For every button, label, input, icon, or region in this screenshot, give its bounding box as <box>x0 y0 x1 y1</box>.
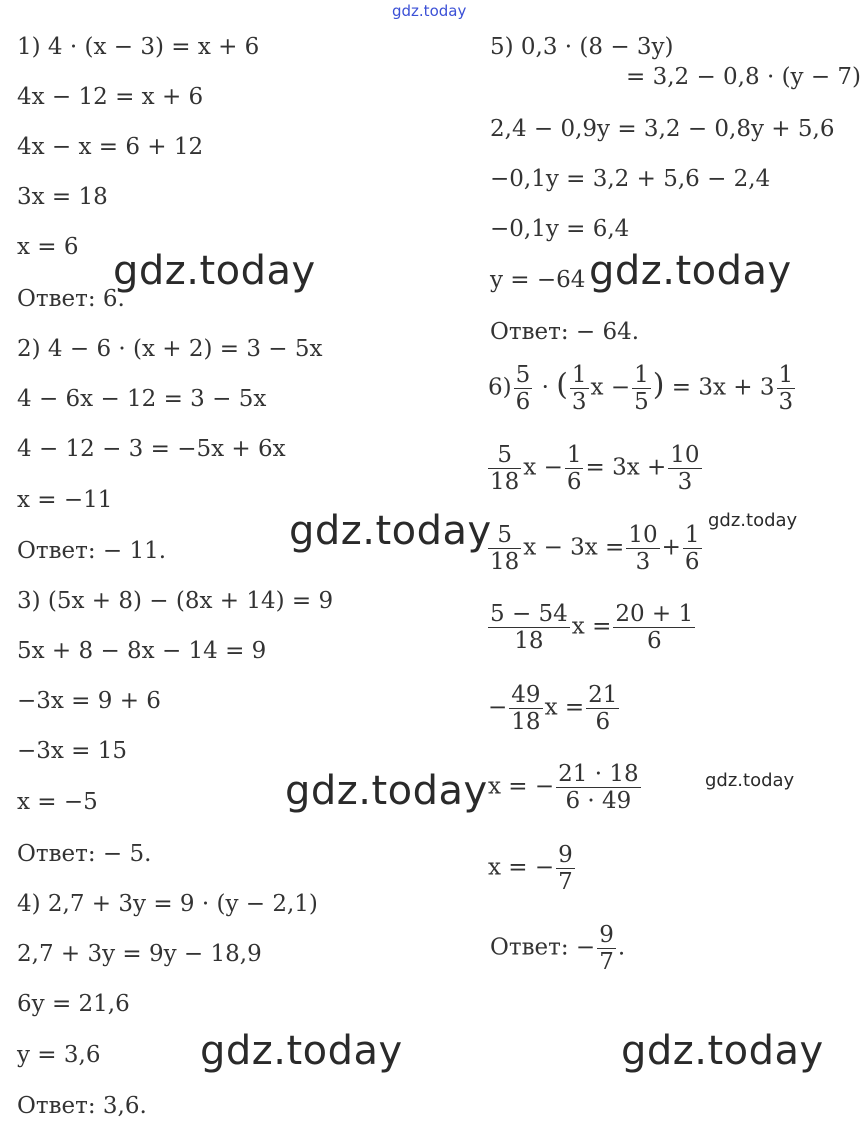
p3-line-5: x = −5 <box>17 789 98 815</box>
denominator: 3 <box>571 389 587 415</box>
p1-line-1: 1) 4 · (x − 3) = x + 6 <box>17 34 260 60</box>
denominator: 7 <box>599 949 614 975</box>
p5-line-1: 5) 0,3 · (8 − 3y) <box>490 34 674 60</box>
expr: x − <box>590 374 631 401</box>
p2-line-4: x = −11 <box>17 487 113 513</box>
p4-line-3: 6y = 21,6 <box>17 991 130 1017</box>
p6-line-5 <box>488 682 621 735</box>
watermark: gdz.today <box>113 248 316 294</box>
denominator: 6 <box>684 549 700 575</box>
p6-fraction <box>514 362 533 415</box>
p2-line-3: 4 − 12 − 3 = −5x + 6x <box>17 436 286 462</box>
denominator: 18 <box>490 549 520 575</box>
p2-answer: Ответ: − 11. <box>17 538 167 564</box>
paren: ) <box>652 367 665 403</box>
p3-line-2: 5x + 8 − 8x − 14 = 9 <box>17 638 267 664</box>
denominator: 6 <box>515 389 531 415</box>
p6-fraction <box>683 522 702 575</box>
expr: x − 3x = <box>523 534 625 561</box>
p6-line-3 <box>486 522 704 575</box>
p6-line-1 <box>488 362 797 415</box>
numerator: 10 <box>628 522 658 548</box>
numerator: 5 − 54 <box>490 601 568 627</box>
p6-line-4 <box>486 601 697 654</box>
p6-answer <box>490 922 625 975</box>
watermark: gdz.today <box>285 768 488 814</box>
denominator: 3 <box>677 469 693 495</box>
p1-line-4: 3x = 18 <box>17 184 108 210</box>
numerator: 49 <box>511 682 541 708</box>
expr: x − <box>523 454 563 481</box>
watermark-top: gdz.today <box>392 2 467 20</box>
p6-fraction <box>488 601 570 654</box>
p6-fraction <box>597 922 616 975</box>
numerator: 9 <box>599 922 614 948</box>
p6-line-6 <box>488 761 643 814</box>
p3-answer: Ответ: − 5. <box>17 841 152 867</box>
p6-fraction <box>613 601 695 654</box>
p5-line-2: 2,4 − 0,9y = 3,2 − 0,8y + 5,6 <box>490 116 835 142</box>
p6-fraction <box>556 761 640 814</box>
numerator: 21 <box>588 682 618 708</box>
watermark: gdz.today <box>289 508 492 554</box>
denominator: 6 · 49 <box>565 788 632 814</box>
denominator: 5 <box>634 389 649 415</box>
p4-line-2: 2,7 + 3y = 9y − 18,9 <box>17 941 262 967</box>
p6-line-7 <box>488 842 577 895</box>
p4-answer: Ответ: 3,6. <box>17 1093 147 1119</box>
p1-answer: Ответ: 6. <box>17 286 125 312</box>
p6-fraction <box>668 442 701 495</box>
numerator: 5 <box>515 362 531 388</box>
denominator: 18 <box>511 709 541 735</box>
expr: + <box>661 534 681 561</box>
p6-fraction <box>632 362 651 415</box>
numerator: 5 <box>488 522 521 549</box>
p6-line-2 <box>486 442 704 495</box>
watermark: gdz.today <box>621 1028 824 1074</box>
p6-fraction <box>556 842 575 895</box>
p4-line-1: 4) 2,7 + 3y = 9 · (y − 2,1) <box>17 891 318 917</box>
denominator: 3 <box>635 549 651 575</box>
p5-answer: Ответ: − 64. <box>490 319 640 345</box>
denominator: 6 <box>595 709 611 735</box>
denominator: 6 <box>646 628 662 654</box>
p6-prefix: 6) <box>488 374 512 401</box>
p6-fraction <box>586 682 619 735</box>
watermark: gdz.today <box>200 1028 403 1074</box>
expr: x = − <box>488 773 555 800</box>
denominator: 6 <box>566 469 582 495</box>
expr: = 3x + <box>585 454 667 481</box>
p4-line-4: y = 3,6 <box>17 1042 101 1068</box>
p3-line-4: −3x = 15 <box>17 738 128 764</box>
numerator: 1 <box>778 362 794 388</box>
paren: ( <box>556 367 568 403</box>
p2-line-2: 4 − 6x − 12 = 3 − 5x <box>17 386 267 412</box>
p6-fraction <box>565 442 584 495</box>
numerator: 21 · 18 <box>558 761 639 787</box>
p5-line-3: −0,1y = 3,2 + 5,6 − 2,4 <box>490 166 771 192</box>
expr: − <box>488 694 508 721</box>
numerator: 20 + 1 <box>615 601 694 627</box>
p1-line-5: x = 6 <box>17 234 79 260</box>
dot: · <box>541 374 549 401</box>
expr: x = − <box>488 854 555 881</box>
p3-line-3: −3x = 9 + 6 <box>17 688 161 714</box>
numerator: 1 <box>566 442 582 468</box>
p6-fraction <box>509 682 542 735</box>
numerator: 9 <box>558 842 573 868</box>
denominator: 7 <box>558 869 573 895</box>
expr: x = <box>571 613 612 640</box>
denominator: 3 <box>778 389 794 415</box>
watermark: gdz.today <box>589 248 792 294</box>
expr: Ответ: − <box>490 934 596 961</box>
p6-fraction <box>626 522 659 575</box>
p6-fraction <box>570 362 589 415</box>
p6-fraction <box>488 442 521 495</box>
numerator: 1 <box>684 522 700 548</box>
expr: . <box>617 934 626 961</box>
numerator: 10 <box>670 442 700 468</box>
numerator: 1 <box>634 362 649 388</box>
expr: x = <box>544 694 585 721</box>
p6-fraction <box>488 522 521 575</box>
watermark: gdz.today <box>708 510 798 531</box>
expr: = 3x + 3 <box>671 374 775 401</box>
p5-line-4: −0,1y = 6,4 <box>490 216 630 242</box>
p1-line-3: 4x − x = 6 + 12 <box>17 134 204 160</box>
p2-line-1: 2) 4 − 6 · (x + 2) = 3 − 5x <box>17 336 323 362</box>
p5-line-1b: = 3,2 − 0,8 · (y − 7) <box>626 64 862 90</box>
p3-line-1: 3) (5x + 8) − (8x + 14) = 9 <box>17 588 334 614</box>
numerator: 5 <box>488 442 521 469</box>
watermark: gdz.today <box>705 770 795 791</box>
p1-line-2: 4x − 12 = x + 6 <box>17 84 204 110</box>
denominator: 18 <box>490 469 520 495</box>
denominator: 18 <box>514 628 544 654</box>
p6-fraction <box>777 362 796 415</box>
numerator: 1 <box>571 362 587 388</box>
p5-line-5: y = −64 <box>490 267 586 293</box>
